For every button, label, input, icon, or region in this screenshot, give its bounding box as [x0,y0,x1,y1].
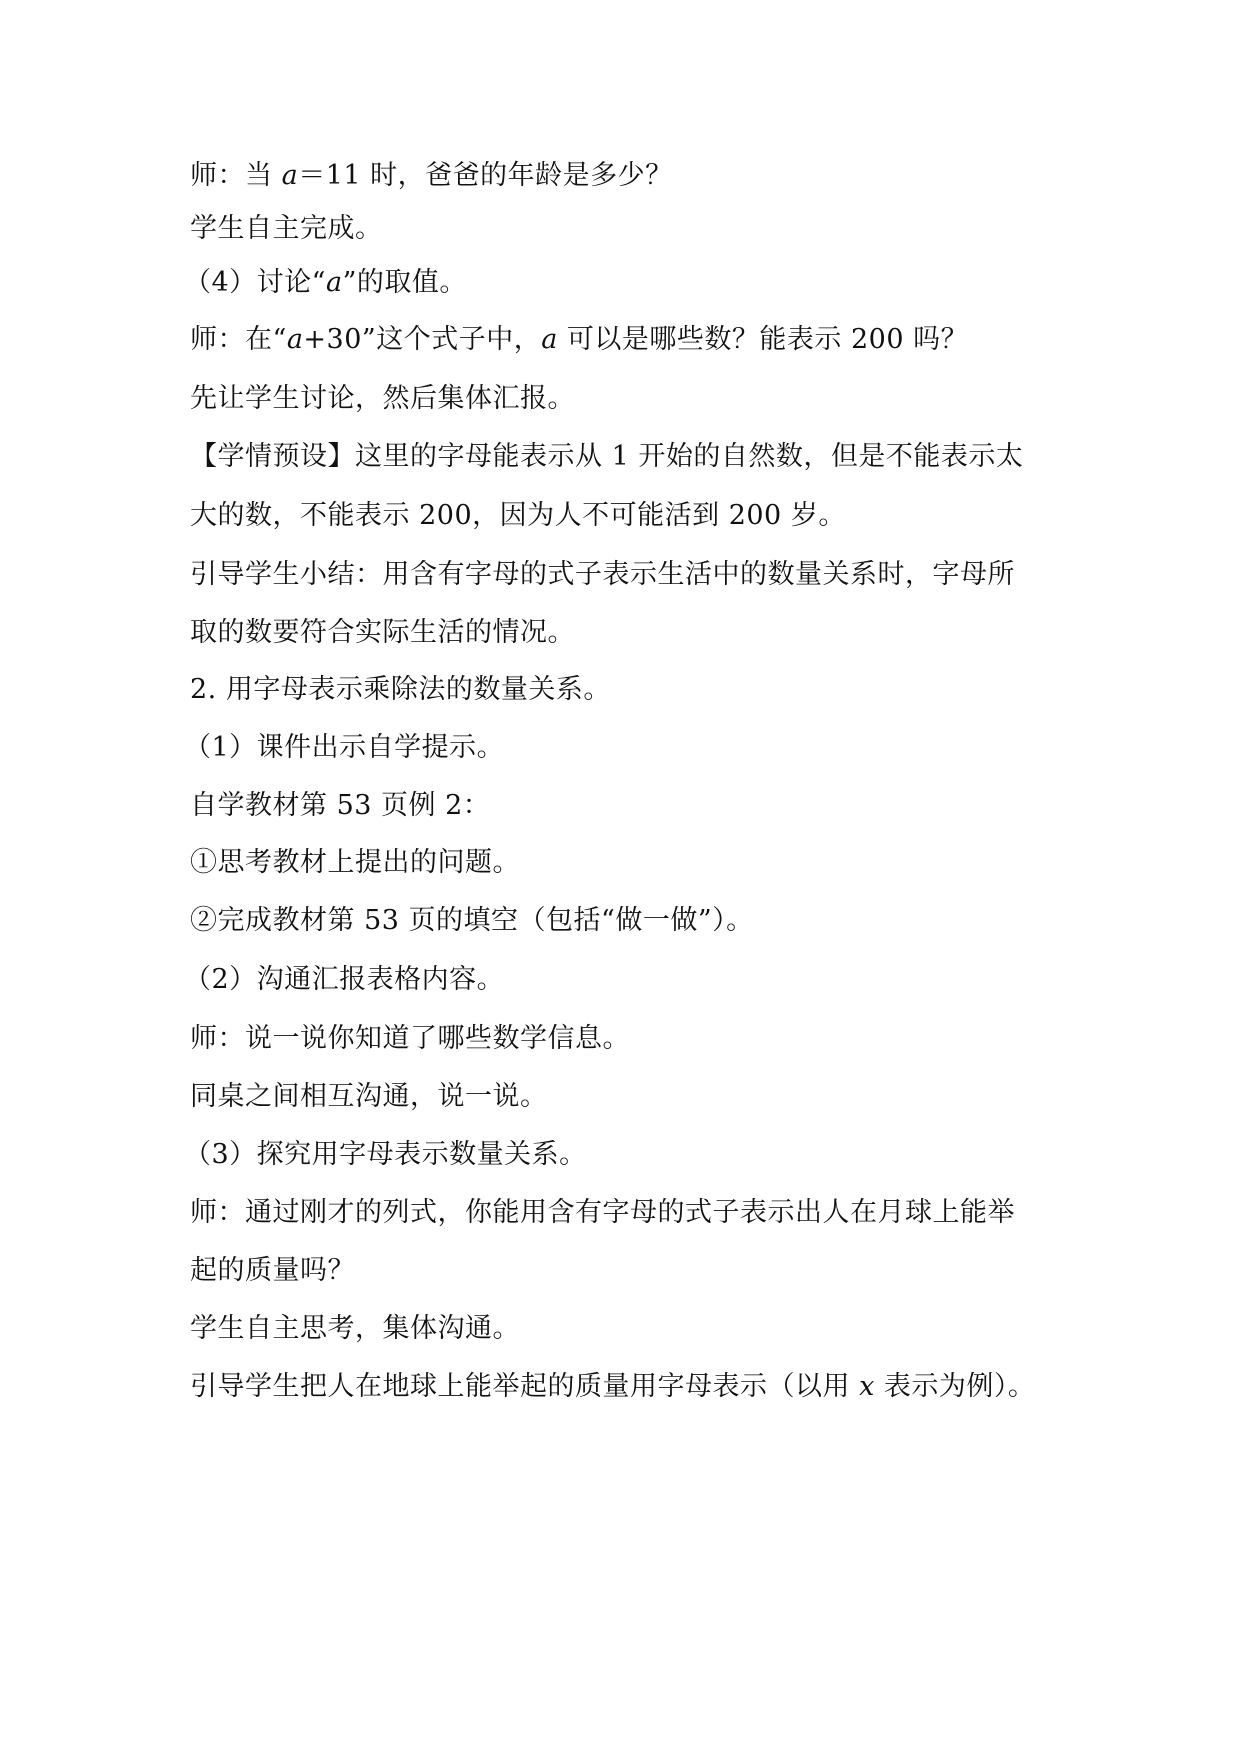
text-line: 取的数要符合实际生活的情况。 [190,617,575,648]
text-line: 引导学生把人在地球上能举起的质量用字母表示（以用 x 表示为例）。 [190,1371,1036,1402]
text-line: 学生自主完成。 [190,213,383,244]
text-line: （2）沟通汇报表格内容。 [184,964,505,995]
text-line: （4）讨论“a”的取值。 [184,267,467,298]
variable-a: a [286,324,304,355]
text-line: 师：当 a＝11 时，爸爸的年龄是多少？ [190,160,673,191]
text-line: 大的数，不能表示 200，因为人不可能活到 200 岁。 [190,500,846,531]
section-heading: 2. 用字母表示乘除法的数量关系。 [190,674,611,705]
text-line: ②完成教材第 53 页的填空（包括“做一做”）。 [190,905,754,936]
variable-a: a [325,267,343,298]
text-line: 【学情预设】这里的字母能表示从 1 开始的自然数，但是不能表示太 [190,441,1024,472]
text-line: （1）课件出示自学提示。 [184,732,505,763]
text-line: 引导学生小结：用含有字母的式子表示生活中的数量关系时，字母所 [190,559,1015,590]
text-line: （3）探究用字母表示数量关系。 [184,1139,587,1170]
text-line: 师：在“a+30”这个式子中，a 可以是哪些数？能表示 200 吗？ [190,324,969,355]
text-line: 师：说一说你知道了哪些数学信息。 [190,1023,630,1054]
variable-a: a [281,160,299,191]
text-line: 学生自主思考，集体沟通。 [190,1313,520,1344]
variable-a: a [541,324,558,355]
text-line: 师：通过刚才的列式，你能用含有字母的式子表示出人在月球上能举 [190,1197,1015,1228]
text-line: ①思考教材上提出的问题。 [190,847,520,878]
text-line: 先让学生讨论，然后集体汇报。 [190,383,575,414]
text-line: 自学教材第 53 页例 2： [190,790,491,821]
text-line: 起的质量吗？ [190,1255,355,1286]
variable-x: x [859,1371,875,1402]
text-line: 同桌之间相互沟通，说一说。 [190,1081,548,1112]
